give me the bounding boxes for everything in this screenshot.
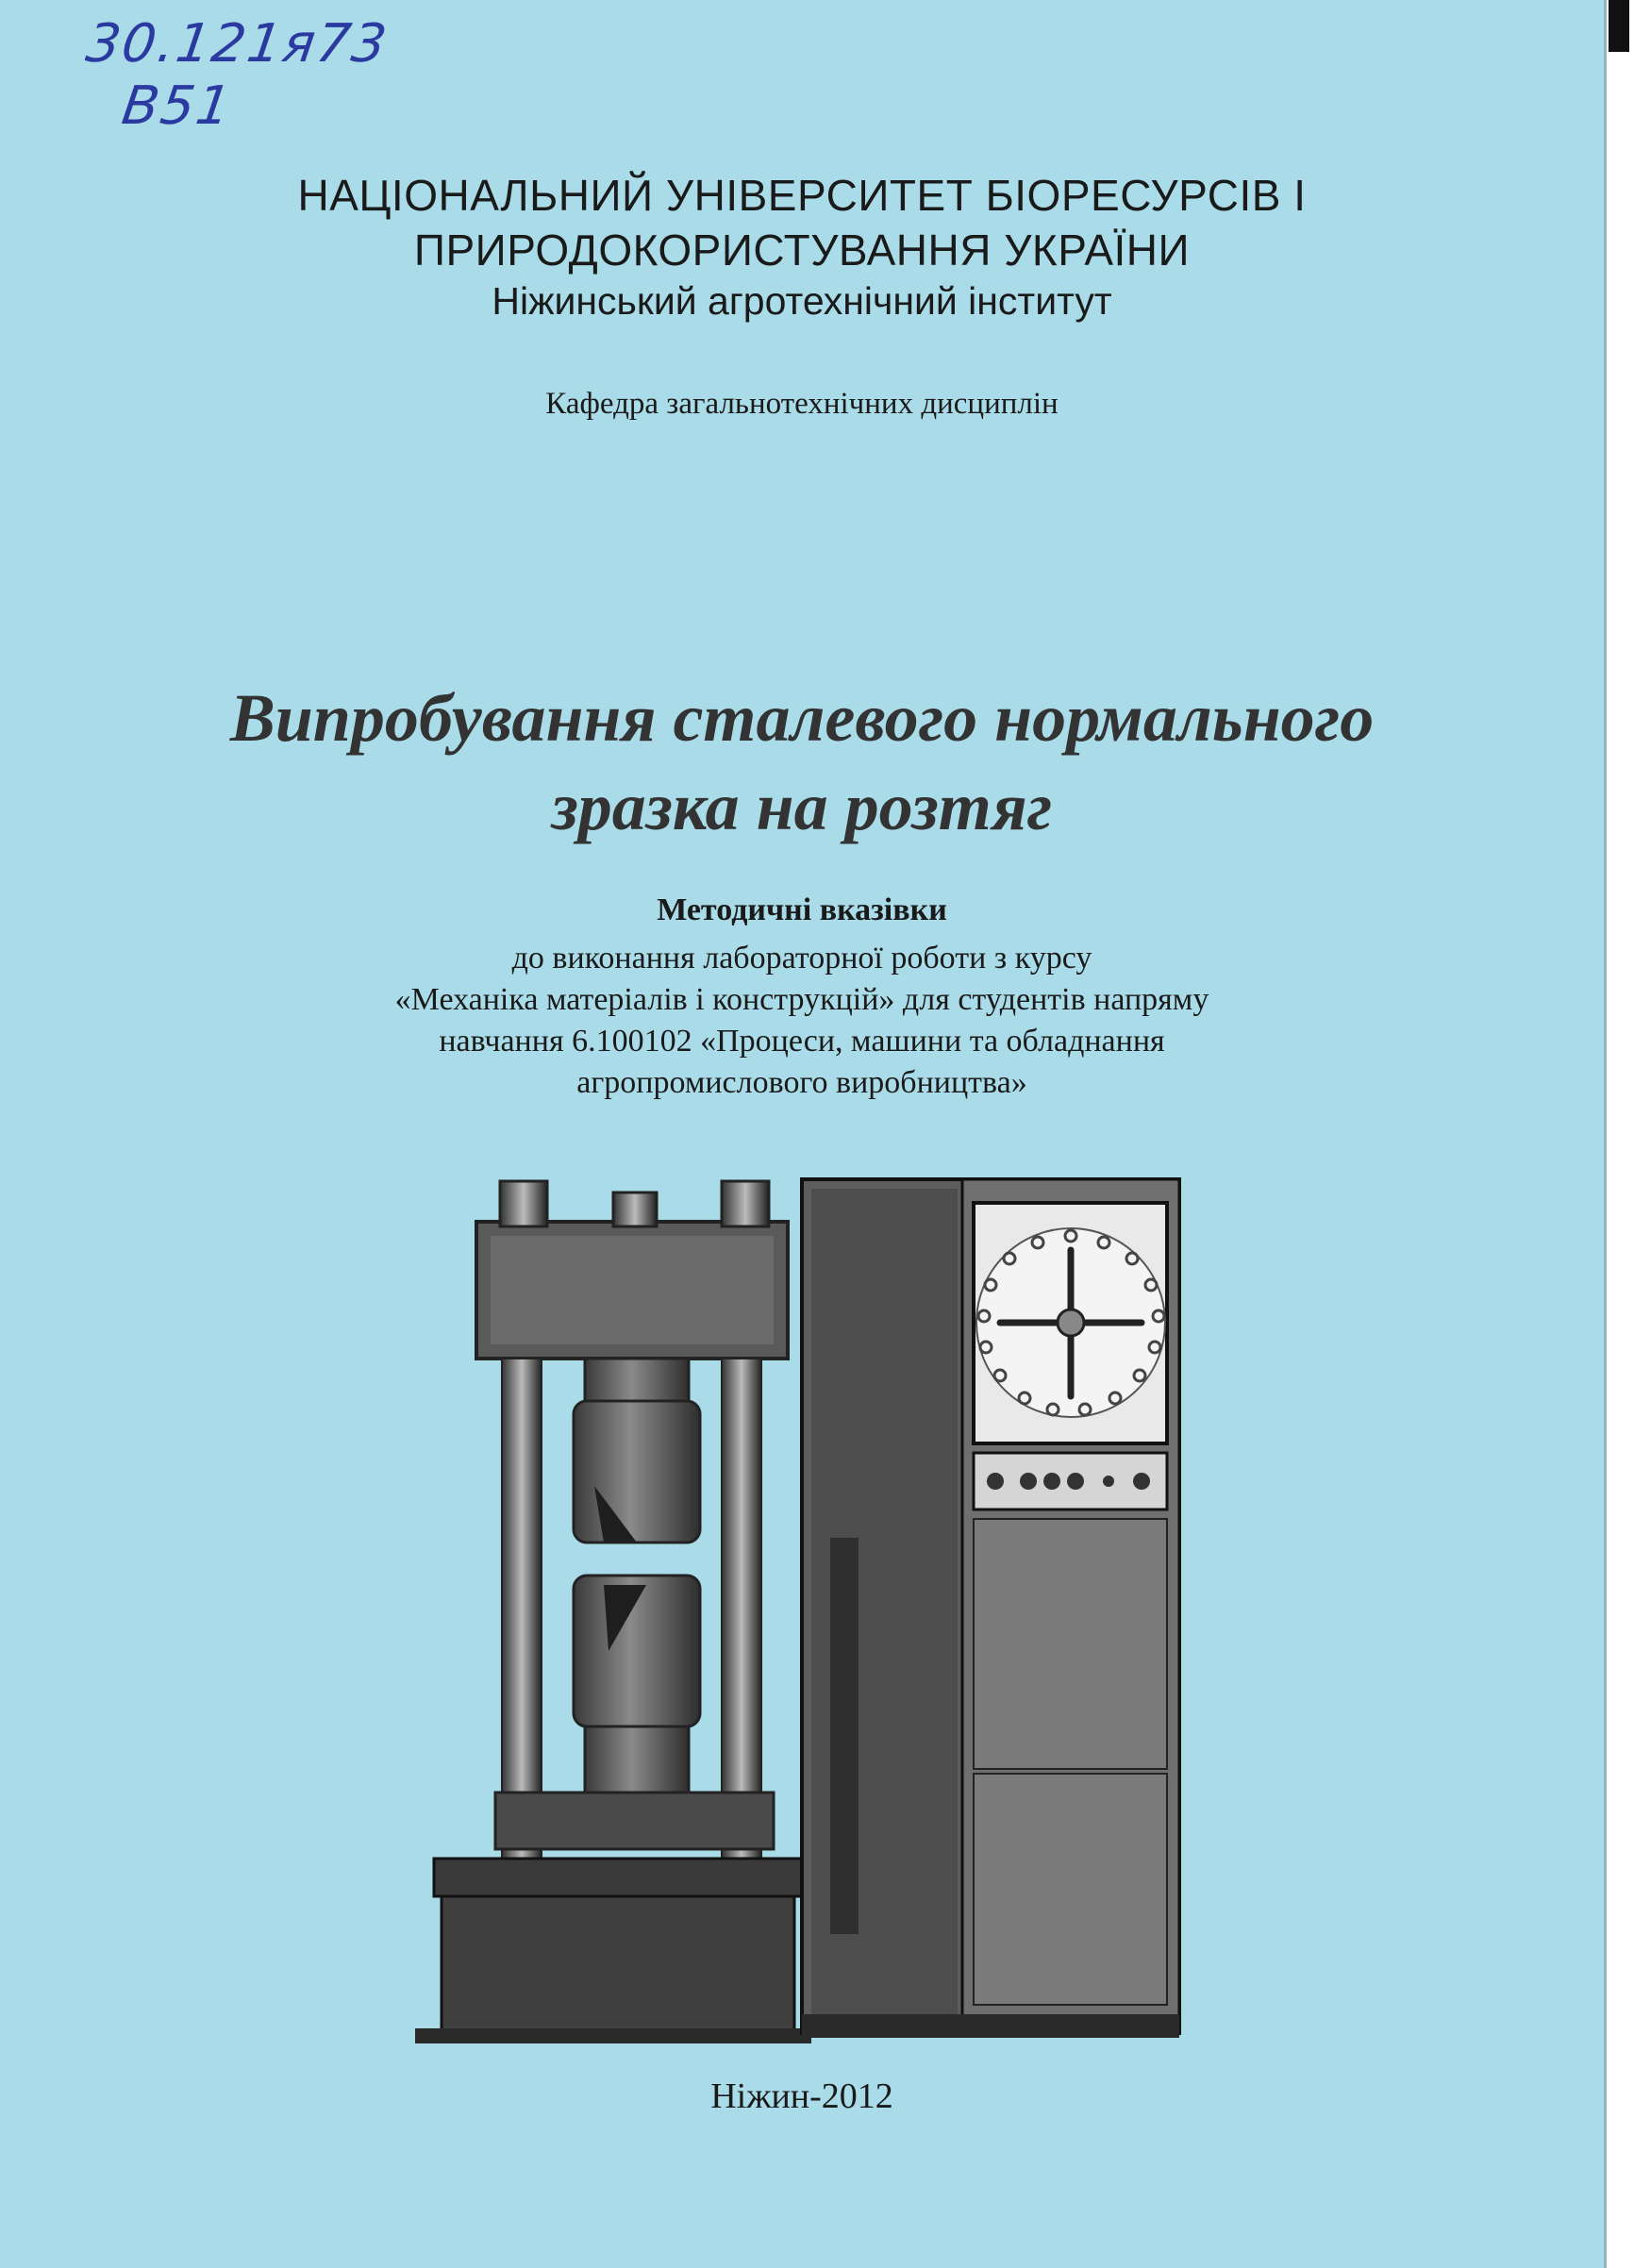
press-frame	[415, 1181, 811, 2043]
description-line: агропромислового виробництва»	[576, 1065, 1027, 1100]
testing-machine-illustration	[415, 1160, 1189, 2047]
description-line: навчання 6.100102 «Процеси, машини та обладнання	[439, 1024, 1165, 1059]
handwritten-classification-code: 30.121я73	[82, 13, 392, 75]
document-title-line1: Випробування сталевого нормального	[229, 680, 1375, 756]
university-name-line1: НАЦІОНАЛЬНИЙ УНІВЕРСИТЕТ БІОРЕСУРСІВ І	[297, 171, 1307, 220]
edge-mark	[1609, 0, 1629, 52]
control-cabinet	[802, 1179, 1179, 2038]
institute-name: Ніжинський агротехнічний інститут	[492, 279, 1112, 323]
description-line: до виконання лабораторної роботи з курсу	[511, 941, 1092, 976]
handwritten-author-code: В51	[118, 75, 237, 137]
description-line: «Механіка матеріалів і конструкцій» для студентів напряму	[394, 982, 1209, 1017]
page-edge	[1604, 0, 1634, 2268]
document-subtitle: Методичні вказівки	[657, 892, 947, 927]
document-title-line2: зразка на розтяг	[551, 769, 1053, 844]
department-name: Кафедра загальнотехнічних дисциплін	[545, 387, 1059, 421]
place-and-year: Ніжин-2012	[710, 2076, 893, 2116]
university-name-line2: ПРИРОДОКОРИСТУВАННЯ УКРАЇНИ	[413, 225, 1191, 275]
